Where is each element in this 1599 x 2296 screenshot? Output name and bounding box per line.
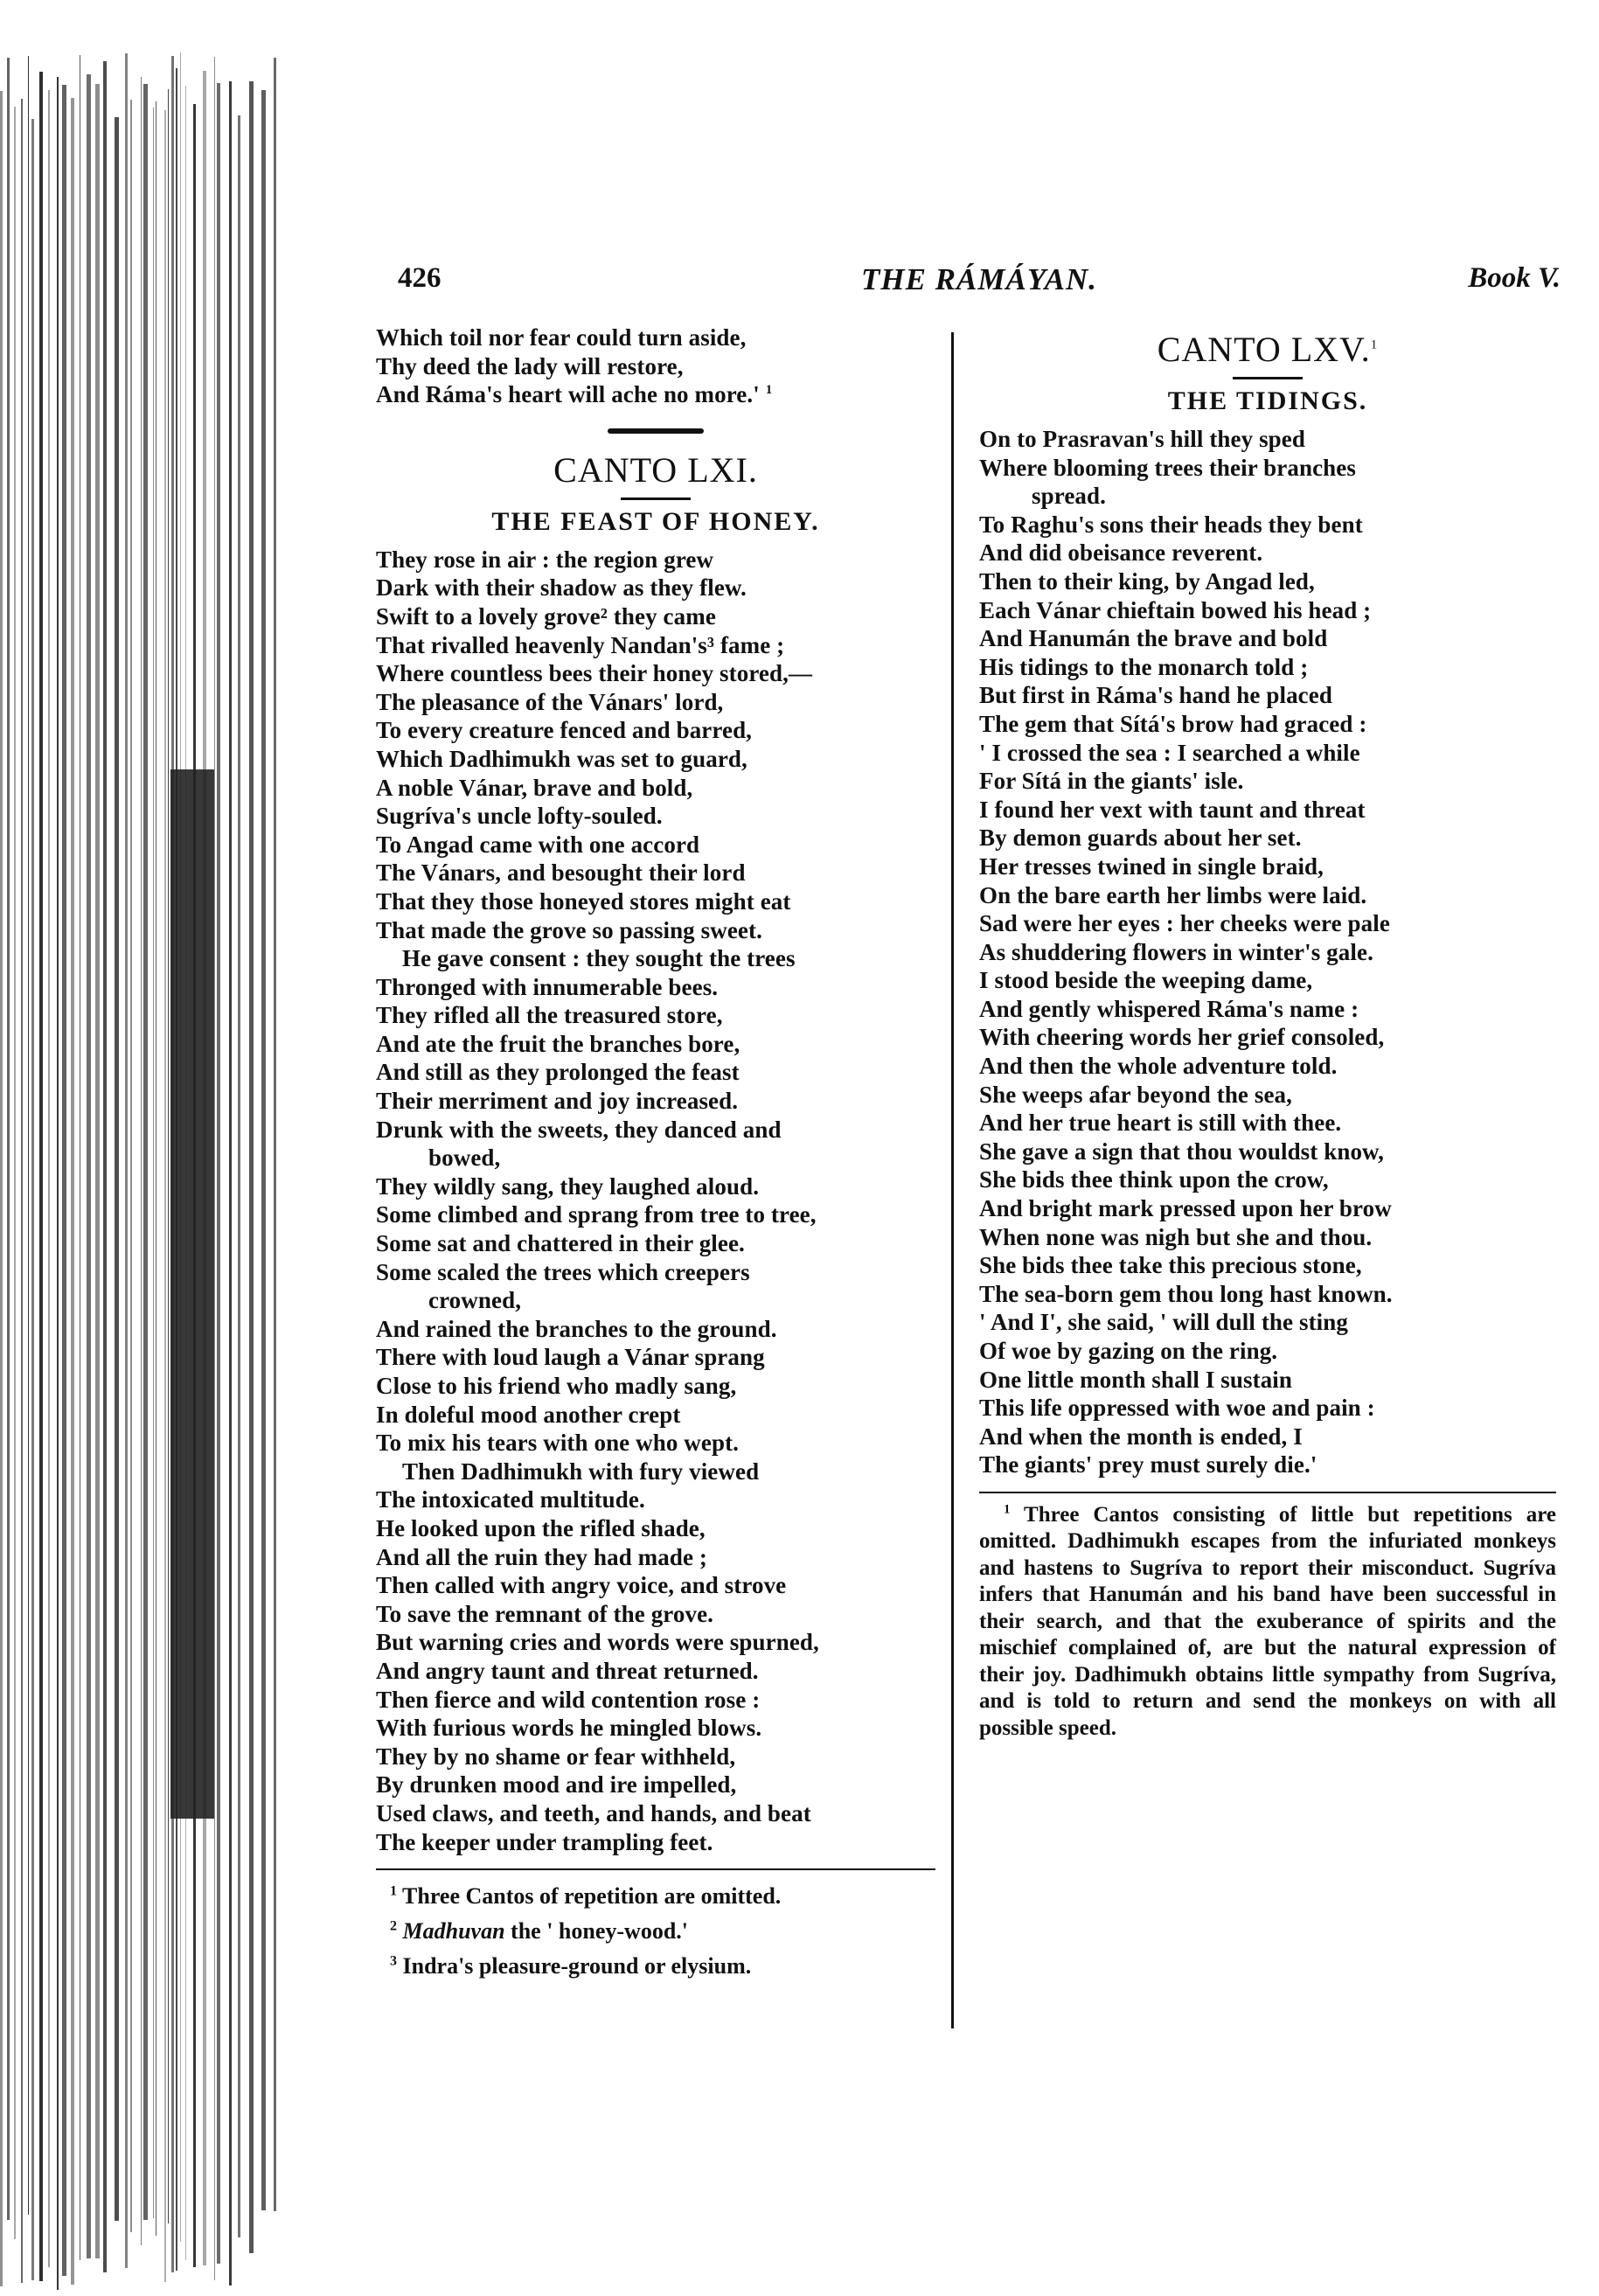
footnote bbox=[376, 1949, 935, 1984]
verse-line: And then the whole adventure told. bbox=[979, 1053, 1338, 1080]
verse-line: By drunken mood and ire impelled, bbox=[376, 1771, 737, 1799]
verse-line: Each Vánar chieftain bowed his head ; bbox=[979, 596, 1372, 623]
verse-line: She bids thee think upon the crow, bbox=[979, 1166, 1329, 1193]
verse-line: Some sat and chattered in their glee. bbox=[376, 1230, 745, 1257]
verse-line: I found her vext with taunt and threat bbox=[979, 796, 1366, 823]
verse-line: Then to their king, by Angad led, bbox=[979, 567, 1315, 595]
verse-line: Swift to a lovely grove² they came bbox=[376, 602, 716, 630]
verse-line: Thy deed the lady will restore, bbox=[376, 352, 684, 379]
verse-line: Where countless bees their honey stored,— bbox=[376, 660, 813, 687]
verse-line: The sea-born gem thou long hast known. bbox=[979, 1280, 1393, 1307]
footnote-text: Indra's pleasure-ground or elysium. bbox=[402, 1953, 752, 1979]
verse-line: I stood beside the weeping dame, bbox=[979, 967, 1313, 994]
verse-line: Some climbed and sprang from tree to tree, bbox=[376, 1201, 817, 1228]
verse-line: They rose in air : the region grew bbox=[376, 546, 714, 573]
verse-line: Used claws, and teeth, and hands, and beat bbox=[376, 1799, 811, 1826]
verse-line: The gem that Sítá's brow had graced : bbox=[979, 710, 1367, 737]
verse-line: And rained the branches to the ground. bbox=[376, 1315, 777, 1342]
verse-line: He gave consent : they sought the trees bbox=[402, 945, 796, 972]
footnote-rule bbox=[979, 1492, 1556, 1493]
verse-line: Then called with angry voice, and strove bbox=[376, 1572, 787, 1599]
verse-line: Dark with their shadow as they flew. bbox=[376, 574, 747, 602]
footnote-mark: 1 bbox=[390, 1883, 397, 1899]
footnote-text: Three Cantos consisting of little but repetitions are omitted. Dadhimukh escapes from the infuriated monkeys and hastens to Sugríva to report their misconduct. Sugríva infers that Hanumán and his band have been successful in their search, and that the exuberance of spirits and the mischief complained of, are but the natural expression of their joy. Dadhimukh obtains little sympathy from Sugríva, and is told to return and send the monkeys on with all possible speed. bbox=[979, 1502, 1556, 1740]
section-divider bbox=[608, 428, 704, 434]
verse-line: ' And I', she said, ' will dull the sting bbox=[979, 1309, 1348, 1336]
verse-line: That made the grove so passing sweet. bbox=[376, 916, 762, 943]
verse-line: The keeper under trampling feet. bbox=[376, 1828, 713, 1855]
footnote-marker: 1 bbox=[765, 383, 773, 398]
verse-line: She weeps afar beyond the sea, bbox=[979, 1081, 1293, 1108]
verse-line: The intoxicated multitude. bbox=[376, 1486, 645, 1513]
footnote-text: the ' honey-wood.' bbox=[504, 1918, 689, 1945]
verse-line: The giants' prey must surely die.' bbox=[979, 1451, 1317, 1478]
verse-line: Some scaled the trees which creepers bbox=[376, 1258, 750, 1285]
page-edge-scan bbox=[0, 0, 289, 2296]
verse-line: They by no shame or fear withheld, bbox=[376, 1743, 736, 1770]
page-title: THE RÁMÁYAN. bbox=[860, 262, 1097, 296]
canto-subtitle: THE TIDINGS. bbox=[1167, 386, 1368, 415]
verse-line: And still as they prolonged the feast bbox=[376, 1059, 740, 1086]
canto-title bbox=[979, 329, 1556, 370]
verse-line: With furious words he mingled blows. bbox=[376, 1715, 762, 1742]
intro-verse bbox=[376, 324, 935, 409]
footnote-rule bbox=[376, 1868, 935, 1870]
canto-title-text: CANTO LXV. bbox=[1157, 330, 1371, 369]
verse-line: They rifled all the treasured store, bbox=[376, 1002, 723, 1029]
verse-line: Drunk with the sweets, they danced and bbox=[376, 1116, 782, 1143]
page-number: 426 bbox=[398, 262, 441, 294]
verse-line bbox=[376, 380, 935, 409]
verse-line: She gave a sign that thou wouldst know, bbox=[979, 1138, 1385, 1165]
verse-line: But first in Ráma's hand he placed bbox=[979, 682, 1332, 709]
verse-line: Her tresses twined in single braid, bbox=[979, 852, 1324, 880]
verse-line: To Raghu's sons their heads they bent bbox=[979, 511, 1363, 538]
verse-line: And all the ruin they had made ; bbox=[376, 1543, 707, 1570]
canto-title: CANTO LXI. bbox=[553, 449, 758, 490]
verse-line: This life oppressed with woe and pain : bbox=[979, 1395, 1375, 1422]
verse-line: He looked upon the rifled shade, bbox=[376, 1514, 706, 1541]
verse-line: For Sítá in the giants' isle. bbox=[979, 768, 1244, 795]
verse-line: Which toil nor fear could turn aside, bbox=[376, 324, 747, 351]
verse-line: And when the month is ended, I bbox=[979, 1423, 1303, 1450]
footnote bbox=[376, 1914, 935, 1949]
verse-line: On to Prasravan's hill they sped bbox=[979, 426, 1305, 452]
verse-line: Then fierce and wild contention rose : bbox=[376, 1686, 761, 1713]
verse-line: ' I crossed the sea : I searched a while bbox=[979, 739, 1360, 766]
footnote-mark: 2 bbox=[390, 1918, 397, 1934]
verse-line-text: And Ráma's heart will ache no more.' bbox=[376, 381, 760, 408]
footnote-mark: 1 bbox=[1004, 1502, 1011, 1517]
verse-line: One little month shall I sustain bbox=[979, 1366, 1293, 1393]
verse-line: The pleasance of the Vánars' lord, bbox=[376, 688, 724, 715]
verse-line: Sugríva's uncle lofty-souled. bbox=[376, 803, 663, 830]
verse-line: Close to his friend who madly sang, bbox=[376, 1373, 737, 1399]
verse-line: That they those honeyed stores might eat bbox=[376, 887, 791, 915]
verse-line: When none was nigh but she and thou. bbox=[979, 1223, 1373, 1250]
verse-line: There with loud laugh a Vánar sprang bbox=[376, 1344, 765, 1371]
verse-line: As shuddering flowers in winter's gale. bbox=[979, 938, 1373, 965]
verse-line: To every creature fenced and barred, bbox=[376, 717, 753, 744]
verse-line: Thronged with innumerable bees. bbox=[376, 973, 719, 1000]
verse-line: To Angad came with one accord bbox=[376, 831, 700, 858]
title-rule bbox=[1233, 377, 1303, 379]
footnote-marker: 1 bbox=[1370, 337, 1379, 352]
verse-line: Of woe by gazing on the ring. bbox=[979, 1338, 1278, 1364]
verse-line: By demon guards about her set. bbox=[979, 824, 1302, 852]
verse-line: And her true heart is still with thee. bbox=[979, 1110, 1342, 1137]
verse-line: And bright mark pressed upon her brow bbox=[979, 1195, 1392, 1222]
verse-line: To mix his tears with one who wept. bbox=[376, 1430, 740, 1457]
verse-line: Then Dadhimukh with fury viewed bbox=[402, 1458, 760, 1485]
canto-verse bbox=[979, 425, 1556, 1479]
running-head bbox=[398, 262, 1561, 306]
verse-line: On the bare earth her limbs were laid. bbox=[979, 881, 1367, 908]
verse-line: In doleful mood another crept bbox=[376, 1401, 681, 1428]
verse-line: With cheering words her grief consoled, bbox=[979, 1024, 1385, 1051]
column-divider bbox=[951, 332, 954, 2028]
footnote-text: Three Cantos of repetition are omitted. bbox=[402, 1883, 782, 1910]
verse-line: To save the remnant of the grove. bbox=[376, 1600, 714, 1627]
verse-line: And gently whispered Ráma's name : bbox=[979, 995, 1359, 1022]
verse-line: And did obeisance reverent. bbox=[979, 539, 1263, 567]
footnote-term: Madhuvan bbox=[402, 1918, 505, 1945]
left-column bbox=[376, 324, 935, 1984]
verse-line: Where blooming trees their branches bbox=[979, 454, 1356, 481]
verse-line: They wildly sang, they laughed aloud. bbox=[376, 1172, 760, 1200]
title-rule bbox=[621, 497, 691, 500]
verse-line: And angry taunt and threat returned. bbox=[376, 1657, 759, 1684]
verse-line: She bids thee take this precious stone, bbox=[979, 1252, 1362, 1279]
footnote bbox=[376, 1879, 935, 1914]
verse-line: crowned, bbox=[428, 1287, 522, 1314]
footnote bbox=[979, 1502, 1556, 1743]
verse-line: A noble Vánar, brave and bold, bbox=[376, 774, 693, 801]
verse-line: Which Dadhimukh was set to guard, bbox=[376, 745, 747, 772]
verse-line: And ate the fruit the branches bore, bbox=[376, 1030, 740, 1057]
book-label: Book V. bbox=[1468, 262, 1561, 294]
footnote-mark: 3 bbox=[390, 1953, 397, 1969]
verse-line: spread. bbox=[1032, 483, 1106, 510]
verse-line: Their merriment and joy increased. bbox=[376, 1088, 739, 1115]
canto-subtitle: THE FEAST OF HONEY. bbox=[491, 506, 820, 536]
verse-line: That rivalled heavenly Nandan's³ fame ; bbox=[376, 631, 785, 658]
canto-verse bbox=[376, 546, 935, 1856]
verse-line: bowed, bbox=[428, 1145, 501, 1172]
verse-line: Sad were her eyes : her cheeks were pale bbox=[979, 910, 1390, 937]
verse-line: His tidings to the monarch told ; bbox=[979, 653, 1309, 680]
verse-line: The Vánars, and besought their lord bbox=[376, 859, 746, 887]
right-column bbox=[979, 324, 1556, 1742]
verse-line: But warning cries and words were spurned, bbox=[376, 1629, 819, 1656]
verse-line: And Hanumán the brave and bold bbox=[979, 625, 1328, 652]
